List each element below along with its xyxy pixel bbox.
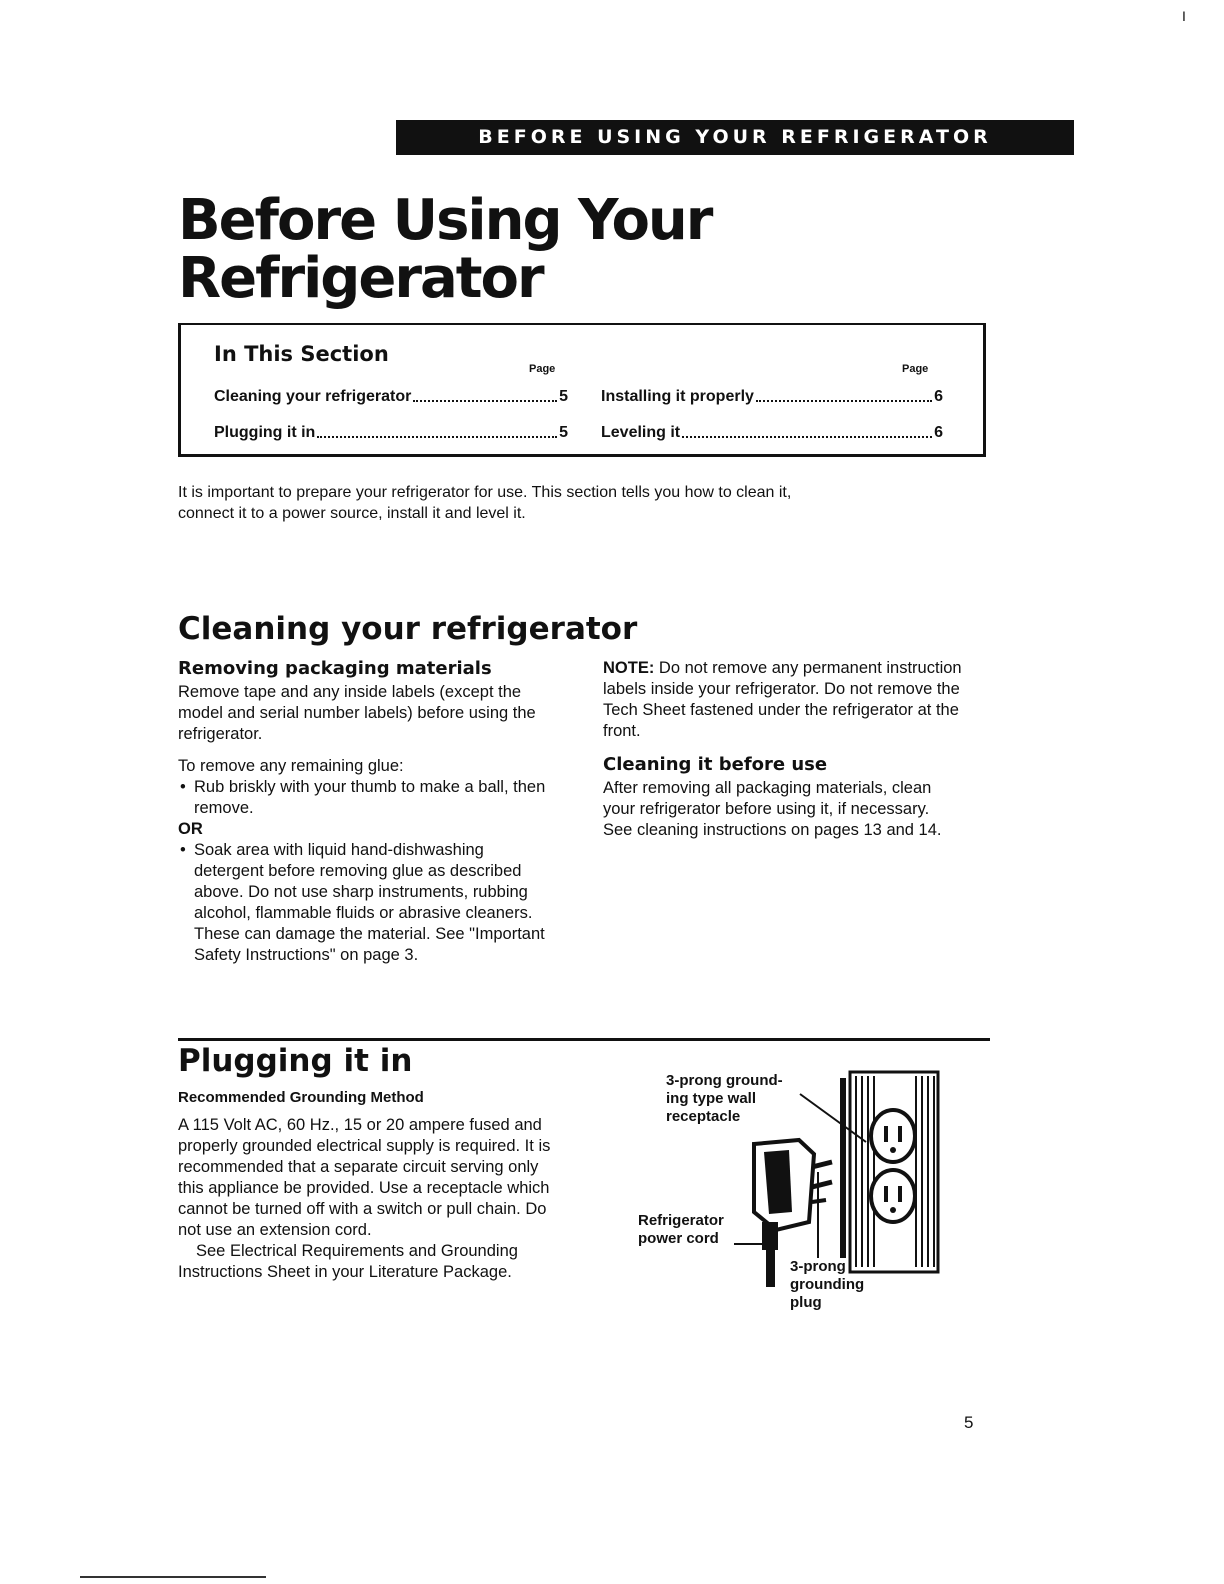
plugging-para2: See Electrical Requirements and Grounding Instructions Sheet in your Literature Package. — [178, 1242, 518, 1281]
removing-packaging-column — [178, 658, 570, 966]
toc-item-page: 6 — [934, 388, 943, 405]
note-text: Do not remove any permanent instruction labels inside your refrigerator. Do not remove the Tech Sheet fastened under the refrigerator at the front. — [603, 659, 962, 740]
section-header-bar: BEFORE USING YOUR REFRIGERATOR — [396, 120, 1074, 155]
cleaning-before-use-heading: Cleaning it before use — [603, 754, 828, 775]
toc-title: In This Section — [214, 342, 389, 366]
note-label: NOTE: — [603, 659, 655, 677]
plugging-text — [178, 1115, 568, 1283]
receptacle-label-line: 3-prong ground- — [666, 1072, 783, 1089]
plug-label — [790, 1258, 900, 1312]
power-cord-label-line: power cord — [638, 1230, 719, 1247]
page-title-line1: Before Using Your — [178, 188, 712, 253]
receptacle-label — [666, 1072, 816, 1126]
toc-item-page: 5 — [559, 424, 568, 441]
plug-label-line: 3-prong — [790, 1258, 846, 1275]
glue-bullets-2 — [178, 840, 550, 966]
cleaning-section-title: Cleaning your refrigerator — [178, 611, 638, 647]
toc-item-label: Leveling it — [601, 424, 681, 441]
toc-leader-dots — [317, 424, 557, 438]
grounding-method-subheading: Recommended Grounding Method — [178, 1089, 424, 1106]
toc-item-label: Installing it properly — [601, 388, 754, 405]
removing-packaging-text: Remove tape and any inside labels (except the model and serial number labels) before using the refrigerator. — [178, 683, 536, 743]
or-separator: OR — [178, 820, 203, 838]
power-cord-label — [638, 1212, 748, 1248]
corner-mark: I — [1182, 8, 1186, 24]
removing-packaging-heading: Removing packaging materials — [178, 658, 492, 679]
note-column — [603, 658, 988, 841]
toc-item-label: Plugging it in — [214, 424, 316, 441]
receptacle-label-line: ing type wall — [666, 1090, 757, 1107]
toc-item-plugging[interactable] — [214, 424, 568, 442]
receptacle-label-line: receptacle — [666, 1108, 741, 1125]
toc-page-label-right: Page — [902, 363, 929, 375]
toc-item-cleaning[interactable] — [214, 388, 568, 406]
toc-leader-dots — [756, 388, 932, 402]
grounding-figure — [604, 1062, 964, 1332]
toc-leader-dots — [682, 424, 932, 438]
intro-line2: connect it to a power source, install it and level it. — [178, 505, 526, 522]
scan-edge-line — [80, 1576, 266, 1578]
cleaning-before-use-text: After removing all packaging materials, clean your refrigerator before using it, if necessary. See cleaning instructions on pages 13 and 14. — [603, 779, 942, 839]
toc-page-label-left: Page — [529, 363, 556, 375]
plug-label-line: plug — [790, 1294, 822, 1311]
page-title — [178, 188, 878, 311]
plugging-para1: A 115 Volt AC, 60 Hz., 15 or 20 ampere fused and properly grounded electrical supply is required. It is recommended that a separate circuit serving only this appliance be provided. Use a receptacle which cannot be turned off with a switch or pull chain. Do not use an extension cord. — [178, 1116, 551, 1239]
plug-label-line: grounding — [790, 1276, 865, 1293]
intro-line1: It is important to prepare your refrigerator for use. This section tells you how to clean it, — [178, 484, 792, 501]
glue-bullet-soak: • Soak area with liquid hand-dishwashing detergent before removing glue as described above. Do not use sharp instruments, rubbing alcohol, flammable fluids or abrasive cleaners. These can damage the material. See "Important Safety Instructions" on page 3. — [178, 840, 550, 966]
page-title-line2: Refrigerator — [178, 246, 543, 311]
toc-item-label: Cleaning your refrigerator — [214, 388, 412, 405]
intro-paragraph — [178, 482, 978, 524]
toc-item-page: 6 — [934, 424, 943, 441]
glue-bullet-rub: • Rub briskly with your thumb to make a ball, then remove. — [178, 777, 558, 819]
power-cord-label-line: Refrigerator — [638, 1212, 724, 1229]
toc-item-page: 5 — [559, 388, 568, 405]
page-number: 5 — [964, 1413, 974, 1432]
glue-bullets-1 — [178, 777, 558, 819]
section-divider — [178, 1038, 990, 1041]
note-paragraph — [603, 658, 988, 742]
glue-intro: To remove any remaining glue: — [178, 757, 404, 775]
toc-item-leveling[interactable] — [601, 424, 943, 442]
toc-item-installing[interactable] — [601, 388, 943, 406]
toc-leader-dots — [413, 388, 557, 402]
plugging-section-title: Plugging it in — [178, 1043, 413, 1079]
